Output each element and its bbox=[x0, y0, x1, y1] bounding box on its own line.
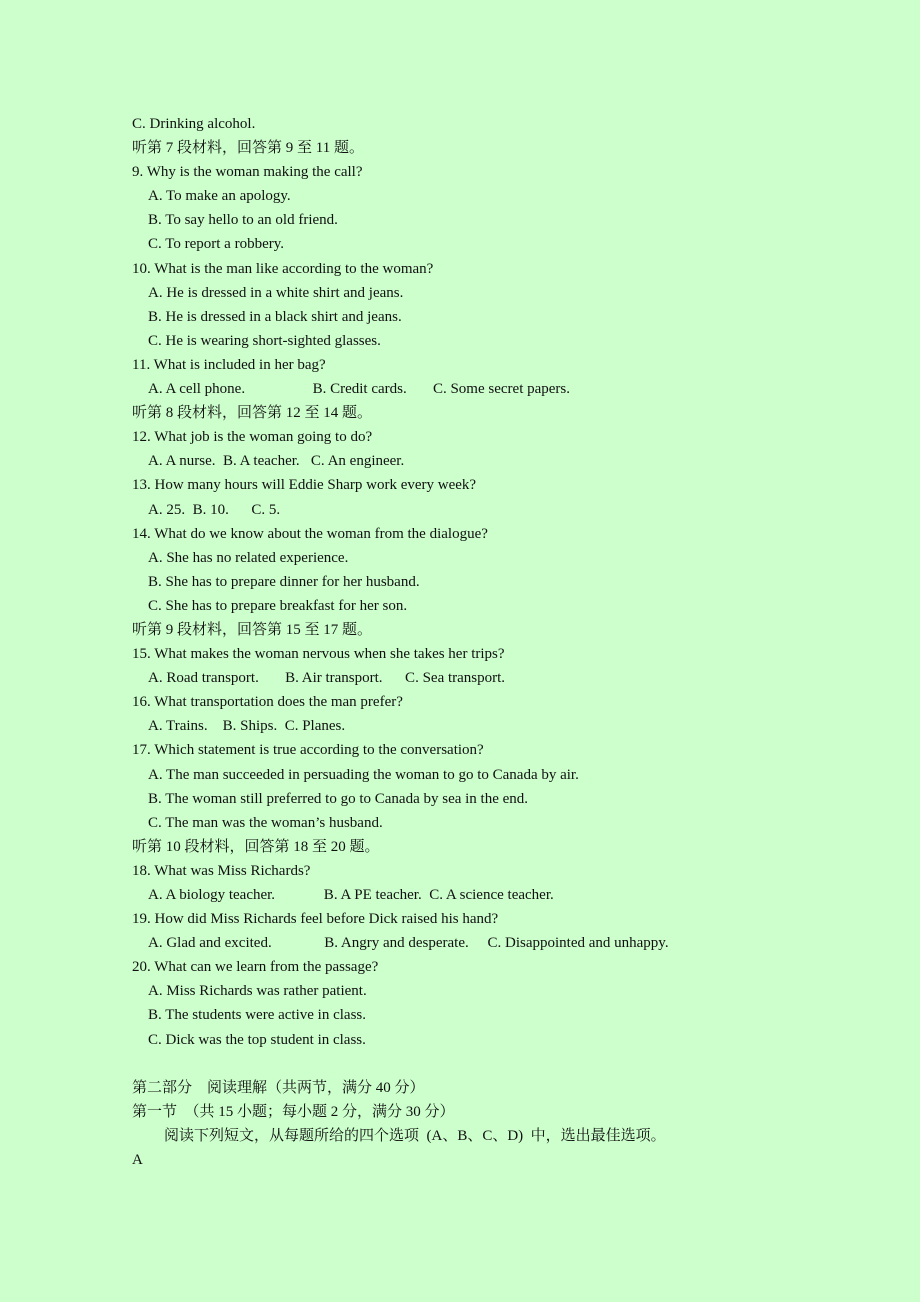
answer-option: B. The students were active in class. bbox=[148, 1007, 366, 1024]
answer-option: A. A biology teacher. B. A PE teacher. C. A science teacher. bbox=[148, 887, 554, 903]
answer-option: A. Glad and excited. B. Angry and desperate. C. Disappointed and unhappy. bbox=[148, 935, 669, 952]
reading-instruction: 阅读下列短文，从每题所给的四个选项 (A、B、C、D) 中，选出最佳选项。 bbox=[164, 1127, 666, 1144]
answer-option: C. He is wearing short-sighted glasses. bbox=[148, 332, 381, 349]
answer-option: A. Miss Richards was rather patient. bbox=[148, 983, 367, 1000]
question-11: 11. What is included in her bag? bbox=[132, 356, 326, 373]
question-10: 10. What is the man like according to the woman? bbox=[132, 260, 434, 277]
listening-instruction: 听第 10 段材料，回答第 18 至 20 题。 bbox=[132, 838, 380, 855]
answer-option: A. Road transport. B. Air transport. C. Sea transport. bbox=[148, 670, 506, 687]
answer-option: B. He is dressed in a black shirt and jeans. bbox=[148, 308, 402, 325]
listening-instruction: 听第 7 段材料，回答第 9 至 11 题。 bbox=[132, 140, 364, 157]
question-17: 17. Which statement is true according to the conversation? bbox=[132, 742, 484, 759]
answer-option: C. The man was the woman’s husband. bbox=[148, 814, 383, 831]
answer-option: A. A nurse. B. A teacher. C. An engineer. bbox=[148, 453, 405, 470]
question-13: 13. How many hours will Eddie Sharp work every week? bbox=[132, 477, 477, 494]
question-15: 15. What makes the woman nervous when she takes her trips? bbox=[132, 646, 505, 663]
question-9: 9. Why is the woman making the call? bbox=[132, 164, 363, 181]
question-list bbox=[132, 112, 892, 1052]
part-title: 第二部分 阅读理解（共两节，满分 40 分） bbox=[132, 1079, 425, 1096]
question-12: 12. What job is the woman going to do? bbox=[132, 429, 373, 446]
answer-option: A. She has no related experience. bbox=[148, 549, 349, 566]
question-20: 20. What can we learn from the passage? bbox=[132, 959, 379, 976]
listening-instruction: 听第 8 段材料，回答第 12 至 14 题。 bbox=[132, 405, 373, 422]
answer-option: A. 25. B. 10. C. 5. bbox=[148, 501, 281, 518]
answer-option: C. Dick was the top student in class. bbox=[148, 1031, 366, 1048]
subsection-title: 第一节 （共 15 小题；每小题 2 分，满分 30 分） bbox=[132, 1103, 455, 1120]
document-page bbox=[132, 112, 892, 1172]
answer-option: A. To make an apology. bbox=[148, 188, 291, 205]
answer-option: C. To report a robbery. bbox=[148, 236, 284, 253]
answer-option: A. He is dressed in a white shirt and jeans. bbox=[148, 284, 404, 301]
answer-option: B. The woman still preferred to go to Canada by sea in the end. bbox=[148, 790, 529, 807]
question-14: 14. What do we know about the woman from the dialogue? bbox=[132, 525, 488, 542]
answer-option: A. A cell phone. B. Credit cards. C. Some secret papers. bbox=[148, 381, 571, 398]
question-19: 19. How did Miss Richards feel before Dick raised his hand? bbox=[132, 911, 499, 928]
answer-option: B. She has to prepare dinner for her husband. bbox=[148, 573, 420, 590]
listening-instruction: 听第 9 段材料，回答第 15 至 17 题。 bbox=[132, 621, 373, 638]
answer-option: C. She has to prepare breakfast for her son. bbox=[148, 597, 408, 614]
question-18: 18. What was Miss Richards? bbox=[132, 862, 311, 879]
answer-option: A. The man succeeded in persuading the woman to go to Canada by air. bbox=[148, 766, 579, 783]
answer-option: C. Drinking alcohol. bbox=[132, 116, 256, 132]
passage-label: A bbox=[132, 1151, 143, 1168]
answer-option: B. To say hello to an old friend. bbox=[148, 212, 338, 229]
question-16: 16. What transportation does the man prefer? bbox=[132, 694, 403, 711]
answer-option: A. Trains. B. Ships. C. Planes. bbox=[148, 718, 346, 735]
section-gap bbox=[132, 1052, 892, 1076]
